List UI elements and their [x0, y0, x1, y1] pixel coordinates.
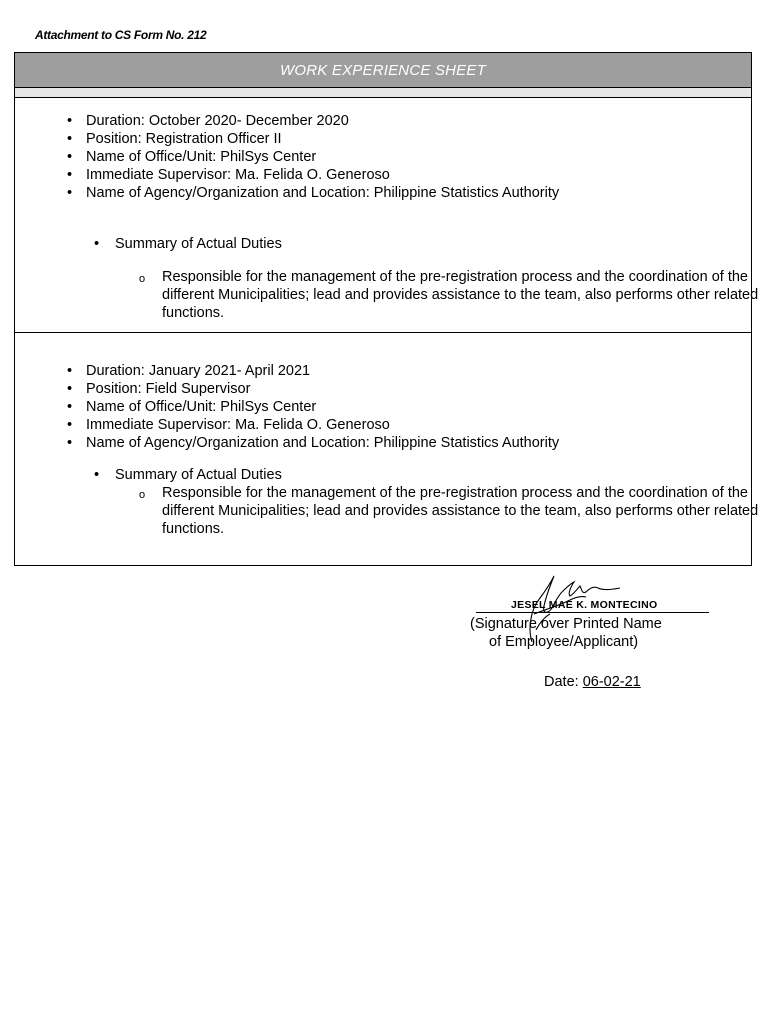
- signature-caption: [470, 615, 662, 651]
- office-item: • Name of Office/Unit: PhilSys Center: [67, 398, 559, 416]
- entry-details-list: [67, 112, 559, 202]
- signature-caption-line1: (Signature over Printed Name: [470, 616, 662, 632]
- signature-block: [470, 570, 730, 650]
- entry-details-list: [67, 362, 559, 452]
- summary-of-duties-label: • Summary of Actual Duties: [94, 466, 282, 484]
- signer-printed-name: JESEL MAE K. MONTECINO: [511, 599, 658, 611]
- work-experience-table: [14, 52, 759, 566]
- experience-entry-2: [15, 333, 759, 565]
- date-value: 06-02-21: [582, 674, 641, 690]
- form-attachment-label: Attachment to CS Form No. 212: [35, 28, 207, 42]
- supervisor-item: • Immediate Supervisor: Ma. Felida O. Generoso: [67, 416, 559, 434]
- date-label: Date:: [544, 674, 583, 690]
- experience-entry-1: [15, 98, 759, 333]
- sheet-title: WORK EXPERIENCE SHEET: [15, 53, 751, 88]
- date-field: [544, 674, 641, 690]
- duty-description: o Responsible for the management of the pre-registration process and the coordination of the different Municipalities; lead and provides assistance to the team, also performs other related functions.: [139, 484, 762, 538]
- agency-item: • Name of Agency/Organization and Location: Philippine Statistics Authority: [67, 434, 559, 452]
- office-item: • Name of Office/Unit: PhilSys Center: [67, 148, 559, 166]
- signature-caption-line2: of Employee/Applicant): [489, 634, 639, 650]
- duration-item: • Duration: October 2020- December 2020: [67, 112, 559, 130]
- agency-item: • Name of Agency/Organization and Location: Philippine Statistics Authority: [67, 184, 559, 202]
- supervisor-item: • Immediate Supervisor: Ma. Felida O. Generoso: [67, 166, 559, 184]
- summary-of-duties-label: • Summary of Actual Duties: [94, 235, 282, 253]
- duration-item: • Duration: January 2021- April 2021: [67, 362, 559, 380]
- position-item: • Position: Field Supervisor: [67, 380, 559, 398]
- signature-line: [476, 612, 709, 613]
- position-item: • Position: Registration Officer II: [67, 130, 559, 148]
- header-spacer-bar: [15, 88, 751, 98]
- duty-description: o Responsible for the management of the pre-registration process and the coordination of the different Municipalities; lead and provides assistance to the team, also performs other related functions.: [139, 268, 762, 322]
